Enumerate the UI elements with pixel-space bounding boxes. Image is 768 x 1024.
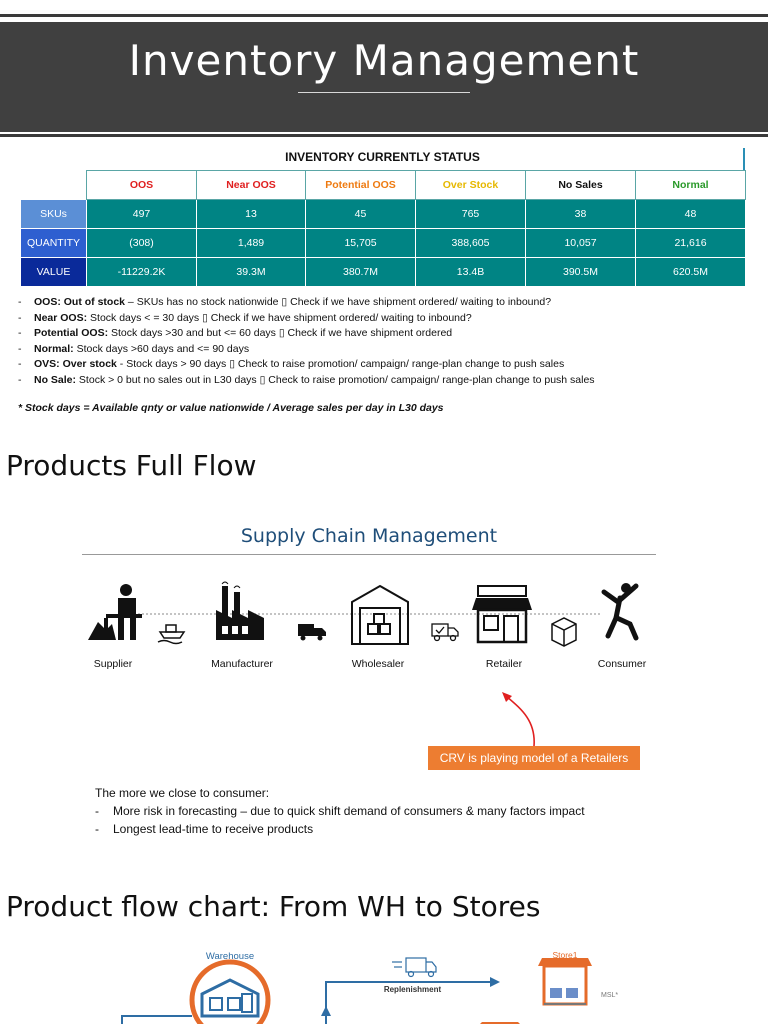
store1-label: Store1 bbox=[552, 950, 578, 960]
definition-item: - OOS: Out of stock – SKUs has no stock nationwide ▯ Check if we have shipment ordered/ waiting to inbound? bbox=[18, 296, 552, 308]
definition-term: Near OOS: bbox=[34, 311, 88, 324]
ship-icon bbox=[158, 625, 184, 644]
col-header: OOS bbox=[87, 171, 197, 200]
stage-label-consumer: Consumer bbox=[597, 658, 647, 670]
table-cell: 10,057 bbox=[526, 229, 636, 258]
table-cell: 390.5M bbox=[526, 258, 636, 287]
stage-label-supplier: Supplier bbox=[93, 658, 133, 670]
table-cell: 39.3M bbox=[197, 258, 306, 287]
col-header: No Sales bbox=[526, 171, 636, 200]
delivery-truck-icon bbox=[432, 624, 458, 641]
package-icon bbox=[552, 618, 576, 646]
table-cell: 13 bbox=[197, 200, 306, 229]
definition-text: - Stock days > 90 days ▯ Check to raise promotion/ campaign/ range-plan change to push sales bbox=[116, 358, 565, 370]
list-item-text: Longest lead-time to receive products bbox=[113, 822, 314, 836]
row-label-quantity: QUANTITY bbox=[21, 229, 87, 258]
header-top-rule bbox=[0, 14, 768, 17]
table-accent-line bbox=[743, 148, 745, 170]
msl-label: MSL* bbox=[601, 992, 619, 999]
section-title-flow-chart: Product flow chart: From WH to Stores bbox=[6, 890, 541, 923]
stage-label-wholesaler: Wholesaler bbox=[351, 658, 405, 670]
table-cell: 13.4B bbox=[416, 258, 526, 287]
table-row bbox=[21, 200, 746, 229]
col-header: Potential OOS bbox=[306, 171, 416, 200]
definition-text: Stock > 0 but no sales out in L30 days ▯ Check to raise promotion/ campaign/ range-plan change to push sales bbox=[76, 373, 595, 386]
supplier-icon bbox=[88, 584, 142, 640]
table-cell: 21,616 bbox=[636, 229, 746, 258]
row-label-skus: SKUs bbox=[21, 200, 87, 229]
table-cell: 497 bbox=[87, 200, 197, 229]
definition-term: No Sale: bbox=[34, 373, 77, 386]
table-cell: 45 bbox=[306, 200, 416, 229]
table-cell: 765 bbox=[416, 200, 526, 229]
table-cell: (308) bbox=[87, 229, 197, 258]
definition-text: Stock days >30 and but <= 60 days ▯ Check if we have shipment ordered bbox=[108, 327, 453, 339]
table-cell: 388,605 bbox=[416, 229, 526, 258]
definition-item: - Potential OOS: Stock days >30 and but <= 60 days ▯ Check if we have shipment ordered bbox=[18, 327, 453, 339]
status-definitions bbox=[18, 295, 595, 388]
replenishment-truck-icon bbox=[392, 958, 436, 977]
definition-term: Potential OOS: bbox=[34, 327, 109, 339]
col-header: Over Stock bbox=[416, 171, 526, 200]
diagram-title: Supply Chain Management bbox=[240, 525, 498, 547]
table-corner-cell bbox=[21, 171, 87, 200]
table-cell: -11229.2K bbox=[87, 258, 197, 287]
stock-days-footnote: * Stock days = Available qnty or value nationwide / Average sales per day in L30 days bbox=[18, 402, 444, 414]
consumer-proximity-notes bbox=[95, 784, 585, 838]
definition-text: Stock days >60 days and <= 90 days bbox=[73, 342, 250, 355]
definition-item: - No Sale: Stock > 0 but no sales out in L30 days ▯ Check to raise promotion/ campaign/ range-plan change to push sales bbox=[18, 373, 595, 386]
col-header: Normal bbox=[636, 171, 746, 200]
list-item-text: More risk in forecasting – due to quick shift demand of consumers & many factors impact bbox=[113, 804, 585, 818]
inventory-table-title: INVENTORY CURRENTLY STATUS bbox=[285, 150, 480, 164]
table-cell: 48 bbox=[636, 200, 746, 229]
section-title-products-flow: Products Full Flow bbox=[6, 449, 257, 482]
row-label-value: VALUE bbox=[21, 258, 87, 287]
definition-text: – SKUs has no stock nationwide ▯ Check if we have shipment ordered/ waiting to inbound? bbox=[125, 296, 552, 308]
title-underline bbox=[298, 92, 470, 93]
warehouse-circle-icon bbox=[192, 962, 268, 1024]
inventory-status-table bbox=[20, 170, 746, 287]
definition-text: Stock days < = 30 days ▯ Check if we have shipment ordered/ waiting to inbound? bbox=[87, 311, 472, 324]
flow-connector-left bbox=[122, 1016, 192, 1024]
store1-icon bbox=[538, 958, 592, 1004]
notes-intro: The more we close to consumer: bbox=[95, 786, 270, 800]
list-item: - More risk in forecasting – due to quick shift demand of consumers & many factors impact bbox=[95, 804, 585, 818]
consumer-icon bbox=[604, 583, 636, 638]
upward-arrow bbox=[321, 1006, 331, 1016]
definition-item: - Normal: Stock days >60 days and <= 90 days bbox=[18, 342, 250, 355]
diagram-title-rule bbox=[82, 554, 656, 555]
page-title: Inventory Management bbox=[128, 36, 640, 85]
definition-term: Normal: bbox=[34, 342, 74, 355]
list-item: - Longest lead-time to receive products bbox=[95, 822, 314, 836]
definition-term: OVS: Over stock bbox=[34, 358, 117, 370]
table-header-row bbox=[21, 171, 746, 200]
truck-icon bbox=[298, 624, 326, 641]
supply-chain-diagram bbox=[80, 578, 660, 658]
table-cell: 38 bbox=[526, 200, 636, 229]
col-header: Near OOS bbox=[197, 171, 306, 200]
table-cell: 1,489 bbox=[197, 229, 306, 258]
table-cell: 15,705 bbox=[306, 229, 416, 258]
table-row bbox=[21, 258, 746, 287]
warehouse-icon bbox=[352, 586, 408, 644]
definition-item: - OVS: Over stock - Stock days > 90 days ▯ Check to raise promotion/ campaign/ range-plan change to push sales bbox=[18, 358, 565, 370]
replenishment-label: Replenishment bbox=[383, 985, 442, 994]
table-cell: 620.5M bbox=[636, 258, 746, 287]
factory-icon bbox=[216, 582, 264, 640]
warehouse-label: Warehouse bbox=[205, 951, 255, 962]
header-bottom-rule bbox=[0, 134, 768, 137]
callout-arrow bbox=[490, 690, 550, 748]
stage-label-retailer: Retailer bbox=[485, 658, 523, 670]
definition-term: OOS: Out of stock bbox=[34, 296, 126, 308]
table-cell: 380.7M bbox=[306, 258, 416, 287]
stage-label-manufacturer: Manufacturer bbox=[211, 658, 273, 670]
replenishment-arrow bbox=[490, 977, 500, 987]
definition-item: - Near OOS: Stock days < = 30 days ▯ Check if we have shipment ordered/ waiting to inbound? bbox=[18, 311, 472, 324]
table-row bbox=[21, 229, 746, 258]
crv-callout: CRV is playing model of a Retailers bbox=[428, 746, 640, 770]
